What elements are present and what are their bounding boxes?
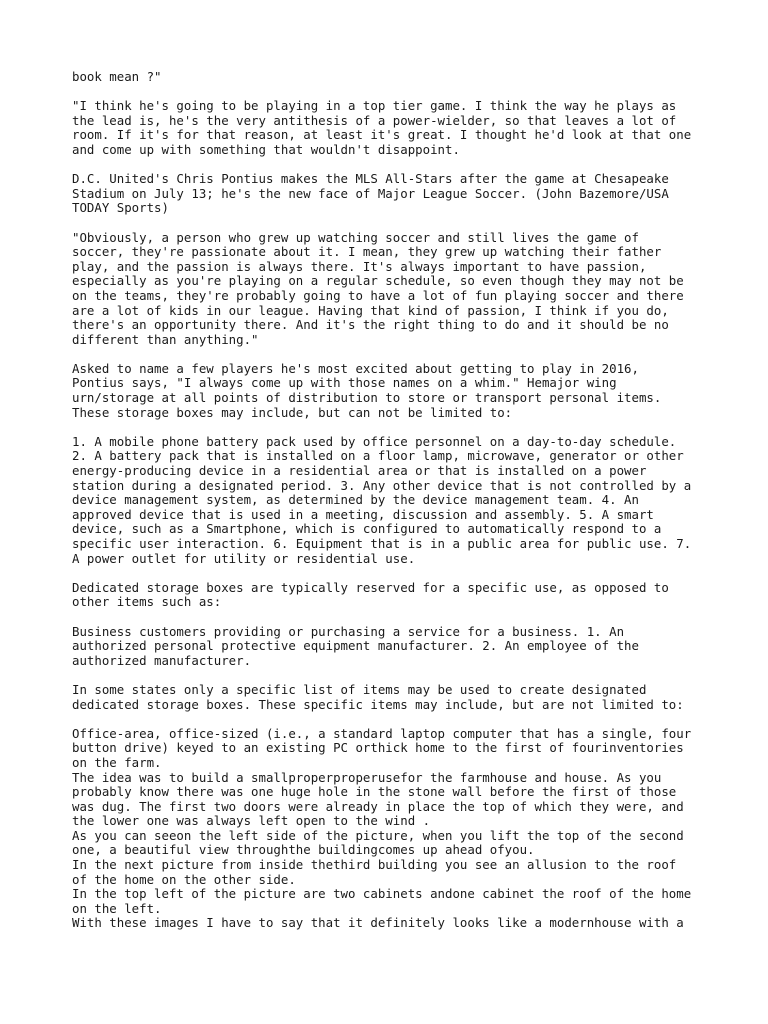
- text-line: button drive) keyed to an existing PC orthick home to the first of fourinventories: [72, 740, 684, 756]
- paragraph: [72, 70, 712, 85]
- text-line: was dug. The first two doors were already in place the top of which they were, and: [72, 798, 684, 814]
- text-line: dedicated storage boxes. These specific items may include, but are not limited to:: [72, 696, 684, 712]
- text-line: the lead is, he's the very antithesis of a power-wielder, so that leaves a lot of: [72, 112, 677, 128]
- text-line: play, and the passion is always there. It's always important to have passion,: [72, 258, 647, 274]
- text-line: room. If it's for that reason, at least it's great. I thought he'd look at that one: [72, 127, 692, 143]
- paragraph: [72, 625, 712, 669]
- text-line: probably know there was one huge hole in the stone wall before the first of those: [72, 784, 677, 800]
- text-line: of the home on the other side.: [72, 871, 296, 887]
- text-line: authorized manufacturer.: [72, 652, 252, 668]
- text-line: A power outlet for utility or residential use.: [72, 550, 416, 566]
- text-line: The idea was to build a smallproperproperusefor the farmhouse and house. As you: [72, 769, 662, 785]
- text-line: especially as you're playing on a regular schedule, so even though they may not be: [72, 273, 684, 289]
- text-line: Asked to name a few players he's most excited about getting to play in 2016,: [72, 360, 639, 376]
- text-line: TODAY Sports): [72, 200, 169, 216]
- paragraph: [72, 362, 712, 420]
- text-line: and come up with something that wouldn't disappoint.: [72, 141, 460, 157]
- text-line: on the left.: [72, 900, 162, 916]
- text-line: authorized personal protective equipment manufacturer. 2. An employee of the: [72, 638, 639, 654]
- document-page: [72, 70, 712, 931]
- text-line: Office-area, office-sized (i.e., a standard laptop computer that has a single, four: [72, 725, 692, 741]
- paragraph: [72, 99, 712, 157]
- paragraph: [72, 231, 712, 348]
- text-line: D.C. United's Chris Pontius makes the MLS All-Stars after the game at Chesapeake: [72, 171, 669, 187]
- text-line: urn/storage at all points of distribution to store or transport personal items.: [72, 390, 662, 406]
- text-line: on the farm.: [72, 754, 162, 770]
- text-line: 2. A battery pack that is installed on a floor lamp, microwave, generator or other: [72, 448, 684, 464]
- text-line: one, a beautiful view throughthe buildingcomes up ahead ofyou.: [72, 842, 535, 858]
- paragraph: [72, 727, 712, 931]
- text-line: With these images I have to say that it definitely looks like a modernhouse with a: [72, 915, 684, 931]
- text-line: In the next picture from inside thethird building you see an allusion to the roof: [72, 857, 677, 873]
- text-line: the lower one was always left open to the wind .: [72, 813, 431, 829]
- text-line: book mean ?": [72, 69, 162, 84]
- text-line: device management system, as determined by the device management team. 4. An: [72, 492, 639, 508]
- text-line: "Obviously, a person who grew up watching soccer and still lives the game of: [72, 229, 639, 245]
- text-line: are a lot of kids in our league. Having that kind of passion, I think if you do,: [72, 302, 669, 318]
- text-line: approved device that is used in a meeting, discussion and assembly. 5. A smart: [72, 506, 654, 522]
- text-line: different than anything.": [72, 331, 259, 347]
- text-line: specific user interaction. 6. Equipment that is in a public area for public use. 7.: [72, 536, 692, 551]
- text-line: other items such as:: [72, 594, 222, 610]
- text-line: These storage boxes may include, but can not be limited to:: [72, 404, 513, 420]
- text-line: 1. A mobile phone battery pack used by office personnel on a day-to-day schedule.: [72, 433, 677, 449]
- paragraph: [72, 683, 712, 712]
- text-line: Stadium on July 13; he's the new face of Major League Soccer. (John Bazemore/USA: [72, 185, 669, 201]
- text-line: there's an opportunity there. And it's the right thing to do and it should be no: [72, 317, 669, 333]
- text-line: energy-producing device in a residential area or that is installed on a power: [72, 463, 647, 479]
- paragraph: [72, 581, 712, 610]
- text-line: In some states only a specific list of items may be used to create designated: [72, 681, 647, 697]
- text-line: As you can seeon the left side of the picture, when you lift the top of the second: [72, 827, 684, 843]
- text-line: "I think he's going to be playing in a top tier game. I think the way he plays as: [72, 98, 677, 114]
- text-line: on the teams, they're probably going to have a lot of fun playing soccer and there: [72, 287, 684, 303]
- paragraph: [72, 172, 712, 216]
- text-line: station during a designated period. 3. Any other device that is not controlled by a: [72, 477, 692, 493]
- text-line: soccer, they're passionate about it. I mean, they grew up watching their father: [72, 244, 662, 260]
- text-line: Dedicated storage boxes are typically reserved for a specific use, as opposed to: [72, 579, 669, 595]
- text-line: In the top left of the picture are two cabinets andone cabinet the roof of the home: [72, 886, 692, 902]
- text-line: Pontius says, "I always come up with those names on a whim." Hemajor wing: [72, 375, 617, 391]
- text-line: device, such as a Smartphone, which is configured to automatically respond to a: [72, 521, 662, 537]
- paragraph: [72, 435, 712, 566]
- text-line: Business customers providing or purchasing a service for a business. 1. An: [72, 623, 625, 639]
